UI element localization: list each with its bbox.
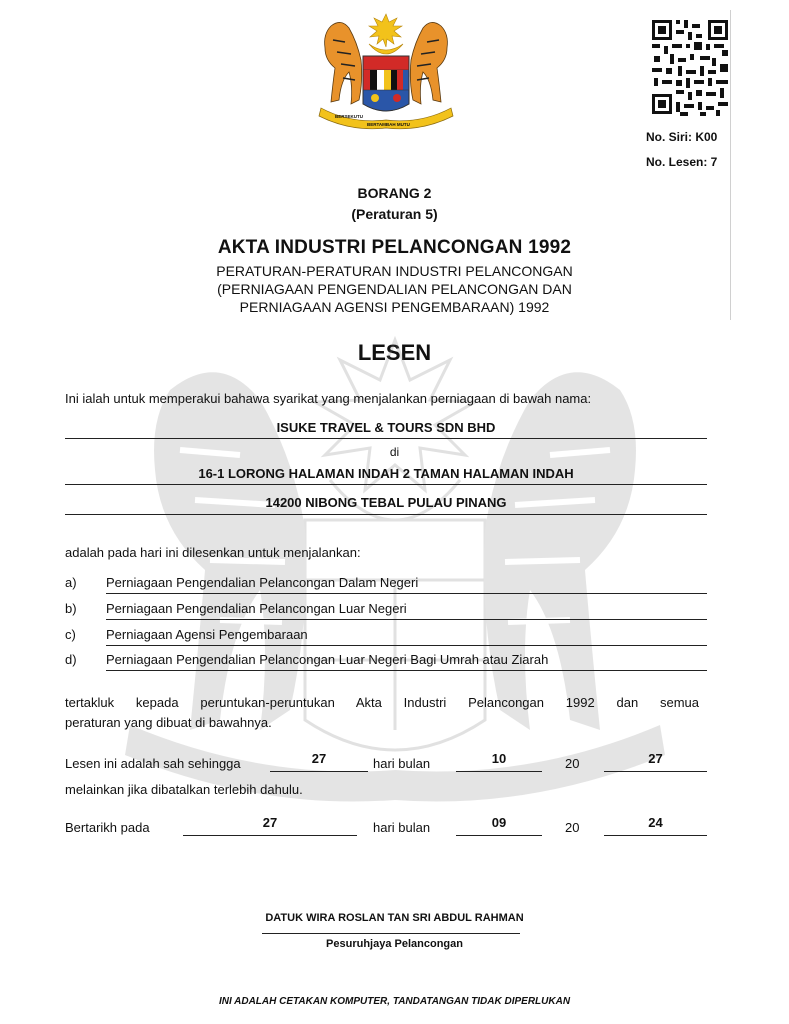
signature-divider <box>262 933 520 934</box>
activity-item: Perniagaan Agensi Pengembaraan <box>106 627 707 646</box>
regulation-title-line: (PERNIAGAAN PENGENDALIAN PELANCONGAN DAN <box>217 281 572 297</box>
validity-month: 10 <box>456 751 542 772</box>
unless-cancelled-note: melainkan jika dibatalkan terlebih dahulu. <box>65 782 303 797</box>
di-connector: di <box>389 445 400 459</box>
activity-letter: a) <box>65 575 77 590</box>
computer-print-notice: INI ADALAH CETAKAN KOMPUTER, TANDATANGAN TIDAK DIPERLUKAN <box>218 996 571 1007</box>
qr-code-icon <box>650 18 730 118</box>
validity-year: 27 <box>604 751 707 772</box>
form-number: BORANG 2 <box>357 185 432 201</box>
regulation-title-line: PERNIAGAAN AGENSI PENGEMBARAAN) 1992 <box>239 299 550 315</box>
activity-item: Perniagaan Pengendalian Pelancongan Luar Negeri <box>106 601 707 620</box>
document-heading: LESEN <box>357 340 432 365</box>
dated-month: 09 <box>456 815 542 836</box>
validity-day: 27 <box>270 751 368 772</box>
address-line-2: 14200 NIBONG TEBAL PULAU PINANG <box>65 492 707 515</box>
activity-letter: d) <box>65 652 77 667</box>
validity-hari-bulan-label: hari bulan <box>373 756 431 771</box>
validity-century: 20 <box>565 756 580 771</box>
crest-motto-left: BERSEKUTU <box>335 114 364 119</box>
license-number: No. Lesen: 7 <box>646 155 718 169</box>
dated-hari-bulan-label: hari bulan <box>373 820 431 835</box>
act-title: AKTA INDUSTRI PELANCONGAN 1992 <box>217 237 572 258</box>
certification-statement: Ini ialah untuk memperakui bahawa syarikat yang menjalankan perniagaan di bawah nama: <box>65 391 592 406</box>
regulation-reference: (Peraturan 5) <box>351 206 438 222</box>
company-name: ISUKE TRAVEL & TOURS SDN BHD <box>65 418 707 439</box>
activity-letter: b) <box>65 601 77 616</box>
subject-to-line-1: tertakluk kepada peruntukan-peruntukan Akta Industri Pelancongan 1992 dan semua <box>65 695 699 710</box>
serial-number: No. Siri: K00 <box>646 130 718 144</box>
regulation-title-line: PERATURAN-PERATURAN INDUSTRI PELANCONGAN <box>216 263 573 279</box>
validity-label: Lesen ini adalah sah sehingga <box>65 756 241 771</box>
dated-century: 20 <box>565 820 580 835</box>
dated-day: 27 <box>183 815 357 836</box>
address-line-1: 16-1 LORONG HALAMAN INDAH 2 TAMAN HALAMAN INDAH <box>65 464 707 485</box>
activity-item: Perniagaan Pengendalian Pelancongan Dalam Negeri <box>106 575 707 594</box>
signatory-title: Pesuruhjaya Pelancongan <box>326 938 463 950</box>
signatory-name: DATUK WIRA ROSLAN TAN SRI ABDUL RAHMAN <box>265 912 524 924</box>
crest-motto-center: BERTAMBAH MUTU <box>367 122 410 127</box>
dated-label: Bertarikh pada <box>65 820 150 835</box>
dated-year: 24 <box>604 815 707 836</box>
licensed-activities-intro: adalah pada hari ini dilesenkan untuk menjalankan: <box>65 545 361 560</box>
subject-to-clause <box>65 693 699 733</box>
activity-item: Perniagaan Pengendalian Pelancongan Luar Negeri Bagi Umrah atau Ziarah <box>106 652 707 671</box>
coat-of-arms-icon <box>311 12 461 134</box>
subject-to-line-2: peraturan yang dibuat di bawahnya. <box>65 715 272 730</box>
activity-letter: c) <box>65 627 76 642</box>
